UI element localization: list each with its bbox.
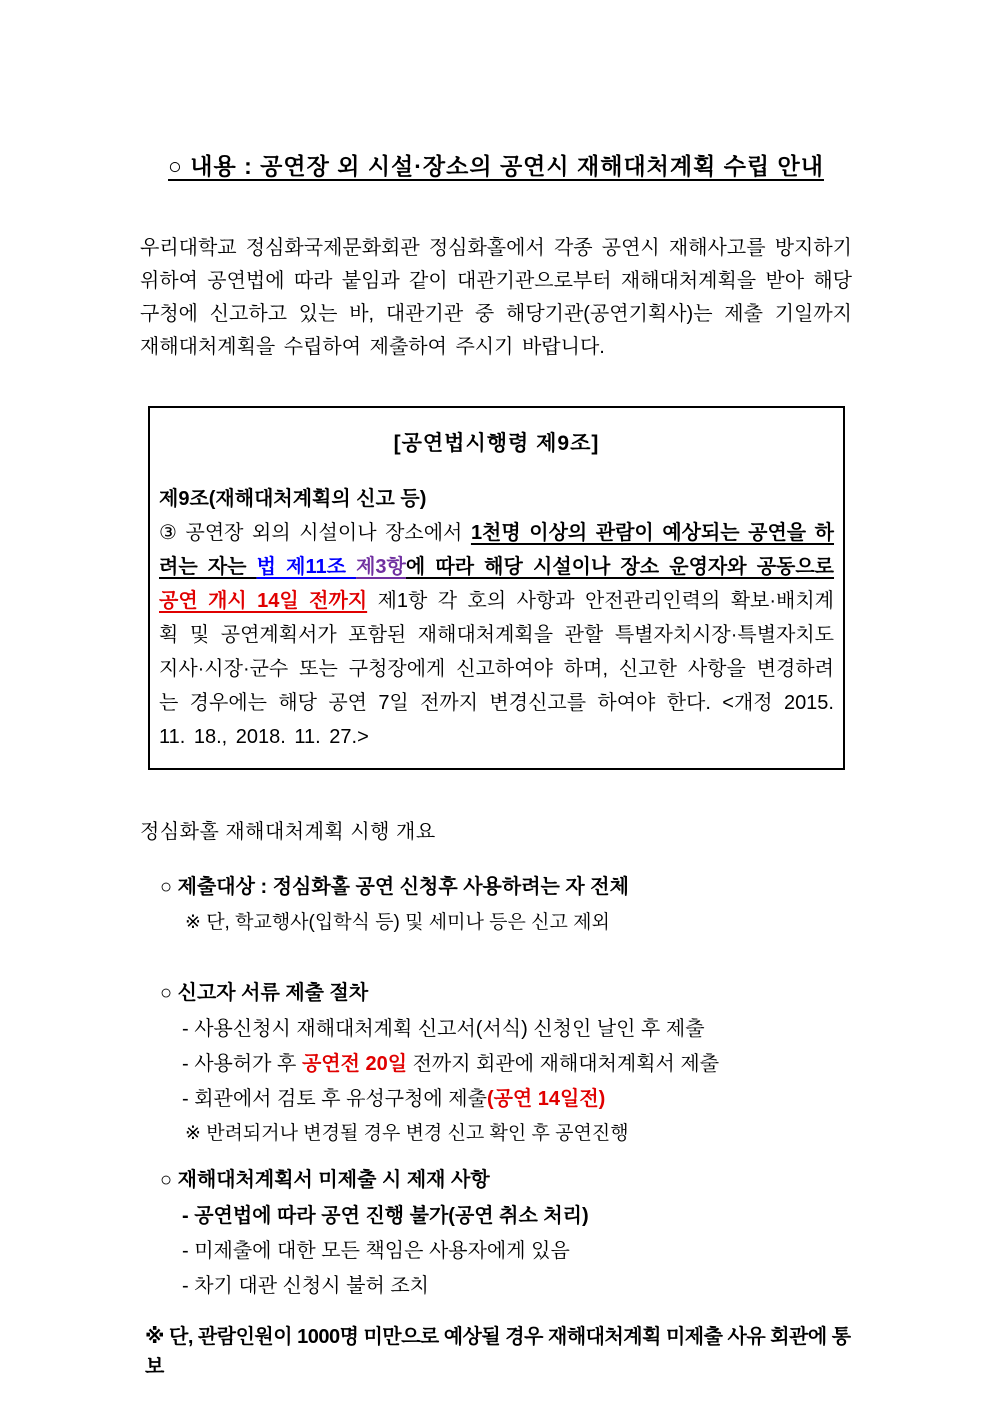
overview-heading: 정심화홀 재해대처계획 시행 개요 bbox=[140, 821, 436, 843]
clause-deadline-red: 공연 개시 14일 전까지 bbox=[159, 590, 368, 612]
sanctions-item-1: - 공연법에 따라 공연 진행 불가(공연 취소 처리) bbox=[182, 1205, 589, 1227]
procedure-item-2-prefix: - 사용허가 후 bbox=[182, 1053, 302, 1075]
clause-prefix: ③ 공연장 외의 시설이나 장소에서 bbox=[159, 522, 471, 544]
procedure-item-2 bbox=[182, 1047, 852, 1082]
clause-emphasis-1: 1천명 이상의 관람이 예상되는 공연을 하려는 자는 bbox=[159, 522, 835, 578]
clause-suffix: 제1항 각 호의 사항과 안전관리인력의 확보·배치계획 및 공연계획서가 포함된 재해대처계획을 관할 특별자치시장·특별자치도지사·시장·군수 또는 구청장에게 신고하여야 하며, 신고한 사항을 변경하려는 경우에는 해당 공연 7일 전까지 변경신고를 하여야 한다. <개정 2015. 11. 18., 2018. 11. 27.> bbox=[159, 590, 834, 748]
clause-emphasis-2: 에 따라 해당 시설이나 장소 운영자와 공동으로 bbox=[405, 556, 835, 578]
procedure-item-3 bbox=[182, 1082, 852, 1117]
document-title bbox=[140, 150, 852, 182]
submission-target-note: ※ 단, 학교행사(입학식 등) 및 세미나 등은 신고 제외 bbox=[185, 912, 610, 933]
procedure-item-3-prefix: - 회관에서 검토 후 유성구청에 제출 bbox=[182, 1088, 487, 1110]
law-article-heading: 제9조(재해대처계획의 신고 등) bbox=[159, 488, 427, 510]
clause-law-reference-purple: 제3항 bbox=[356, 556, 406, 578]
procedure-note: ※ 반려되거나 변경될 경우 변경 신고 확인 후 공연진행 bbox=[185, 1123, 629, 1144]
procedure-item-1: - 사용신청시 재해대처계획 신고서(서식) 신청인 날인 후 제출 bbox=[182, 1018, 705, 1040]
procedure-heading: ○ 신고자 서류 제출 절차 bbox=[160, 982, 369, 1004]
intro-paragraph: 우리대학교 정심화국제문화회관 정심화홀에서 각종 공연시 재해사고를 방지하기 위하여 공연법에 따라 붙임과 같이 대관기관으로부터 재해대처계획을 받아 해당 구청에 신고하고 있는 바, 대관기관 중 해당기관(공연기획사)는 제출 기일까지 재해대처계획을 수립하여 제출하여 주시기 바랍니다. bbox=[140, 237, 852, 358]
law-clause-paragraph bbox=[159, 516, 834, 754]
section-procedure bbox=[160, 978, 852, 1151]
procedure-item-2-suffix: 전까지 회관에 재해대처계획서 제출 bbox=[407, 1053, 720, 1075]
document-title-text: ○ 내용 : 공연장 외 시설·장소의 공연시 재해대처계획 수립 안내 bbox=[168, 153, 824, 179]
procedure-item-2-deadline-red: 공연전 20일 bbox=[301, 1053, 408, 1075]
procedure-item-3-deadline-red: (공연 14일전) bbox=[486, 1088, 606, 1110]
sanctions-item-3: - 차기 대관 신청시 불허 조치 bbox=[182, 1275, 429, 1297]
footer-note: ※ 단, 관람인원이 1000명 미만으로 예상될 경우 재해대처계획 미제출 사유 회관에 통보 bbox=[145, 1326, 851, 1378]
law-box-title: [공연법시행령 제9조] bbox=[393, 432, 600, 455]
section-sanctions bbox=[160, 1165, 852, 1304]
sanctions-heading: ○ 재해대처계획서 미제출 시 제재 사항 bbox=[160, 1169, 490, 1191]
section-submission-target bbox=[160, 872, 852, 940]
submission-target-heading: ○ 제출대상 : 정심화홀 공연 신청후 사용하려는 자 전체 bbox=[160, 876, 629, 898]
clause-law-reference-blue: 법 제11조 bbox=[256, 556, 357, 578]
law-quote-box bbox=[148, 406, 845, 770]
sanctions-item-2: - 미제출에 대한 모든 책임은 사용자에게 있음 bbox=[182, 1240, 570, 1262]
